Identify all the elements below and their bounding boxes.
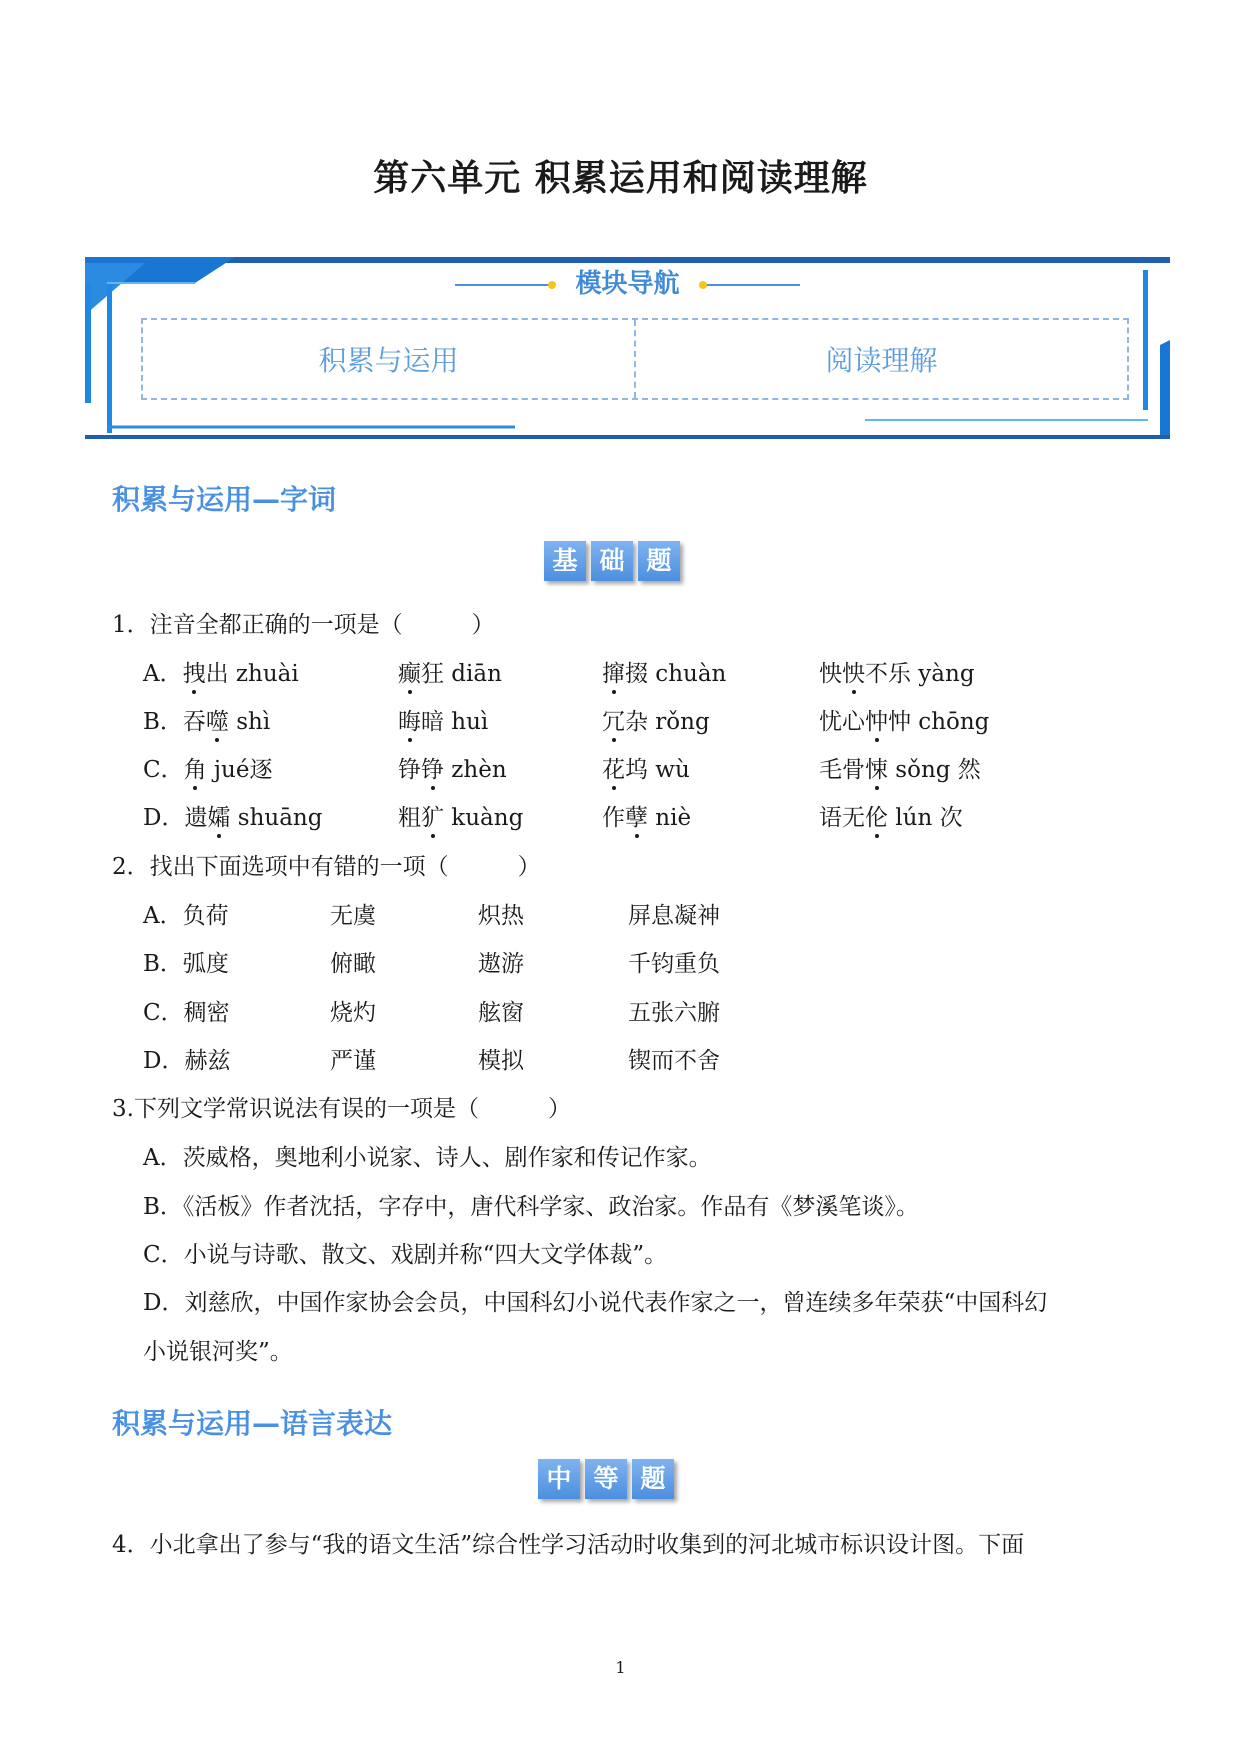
question-2-option: 五张六腑 [628, 1000, 720, 1026]
module-nav-heading: 模块导航 [575, 269, 680, 299]
page-number: 1 [615, 1658, 626, 1677]
question-2-option: A．负荷 [143, 903, 229, 929]
question-3-option-d-cont: 小说银河奖”。 [143, 1339, 293, 1365]
question-2-option: 遨游 [478, 951, 524, 977]
question-1-option: 忧心忡忡 chōng [819, 709, 990, 735]
question-2-option: 炽热 [478, 903, 524, 929]
page-title: 第六单元 积累运用和阅读理解 [373, 158, 868, 199]
question-2-option: C．稠密 [143, 1000, 230, 1026]
emphasis-char: 忡 [865, 709, 888, 735]
emphasis-char: 伦 [865, 805, 888, 831]
question-2-option: 锲而不舍 [628, 1048, 720, 1074]
emphasis-char: 怏 [842, 661, 865, 687]
question-4-stem: 4．小北拿出了参与“我的语文生活”综合性学习活动时收集到的河北城市标识设计图。下面 [112, 1532, 1025, 1558]
emphasis-char: 晦 [398, 709, 421, 735]
emphasis-char: 冗 [602, 709, 625, 735]
question-1-option: 怏怏不乐 yàng [819, 661, 975, 687]
emphasis-char: 癫 [398, 661, 421, 687]
level-char: 题 [632, 1459, 674, 1499]
question-2-option: B．弧度 [143, 951, 229, 977]
module-navigation [85, 255, 1170, 440]
question-1-option: B．吞噬 shì [143, 709, 271, 735]
question-1-option: 粗犷 kuàng [398, 805, 524, 831]
section-heading-expression: 积累与运用—语言表达 [112, 1407, 393, 1440]
question-2-option: D．赫兹 [143, 1048, 231, 1074]
question-1-option: 晦暗 huì [398, 709, 489, 735]
section-heading-words: 积累与运用—字词 [112, 483, 337, 516]
emphasis-char: 角 [183, 757, 207, 783]
question-1-option: 铮铮 zhèn [398, 757, 507, 783]
level-char: 础 [591, 541, 633, 581]
question-2-option: 模拟 [478, 1048, 524, 1074]
nav-item-accumulation[interactable]: 积累与运用 [318, 344, 459, 377]
level-char: 题 [638, 541, 680, 581]
question-3-option-b: B．《活板》作者沈括，字存中，唐代科学家、政治家。作品有《梦溪笔谈》。 [143, 1194, 919, 1220]
question-2-option: 舷窗 [478, 1000, 524, 1026]
emphasis-char: 铮 [421, 757, 444, 783]
question-1-option: 花坞 wù [602, 757, 690, 783]
question-3-option-a: A．茨威格，奥地利小说家、诗人、剧作家和传记作家。 [143, 1145, 712, 1171]
emphasis-char: 孽 [625, 805, 648, 831]
level-char: 等 [585, 1459, 627, 1499]
emphasis-char: 悚 [865, 757, 888, 783]
question-1-option: D．遗孀 shuāng [143, 805, 323, 831]
question-2-option: 俯瞰 [330, 951, 376, 977]
question-1-option: 作孽 niè [602, 805, 692, 831]
level-char: 基 [544, 541, 586, 581]
level-badge-basic [544, 541, 680, 581]
question-1-option: 癫狂 diān [398, 661, 502, 687]
nav-item-reading[interactable]: 阅读理解 [634, 320, 1127, 398]
emphasis-char: 噬 [205, 709, 229, 735]
question-1-option: A．拽出 zhuài [143, 661, 299, 687]
question-3-option-d: D．刘慈欣，中国作家协会会员，中国科幻小说代表作家之一，曾连续多年荣获“中国科幻 [143, 1290, 1048, 1316]
question-2-option: 严谨 [330, 1048, 376, 1074]
emphasis-char: 犷 [421, 805, 444, 831]
emphasis-char: 孀 [207, 805, 231, 831]
question-1-option: 冗杂 rǒng [602, 709, 710, 735]
level-badge-medium [538, 1459, 674, 1499]
emphasis-char: 花 [602, 757, 625, 783]
question-1-stem: 1．注音全都正确的一项是（ ） [112, 612, 495, 638]
question-2-option: 无虞 [330, 903, 376, 929]
question-1-option: C．角 jué逐 [143, 757, 273, 783]
question-3-option-c: C．小说与诗歌、散文、戏剧并称“四大文学体裁”。 [143, 1242, 668, 1268]
emphasis-char: 拽 [182, 661, 206, 687]
question-2-option: 烧灼 [330, 1000, 376, 1026]
emphasis-char: 撺 [602, 661, 625, 687]
question-2-option: 屏息凝神 [628, 903, 720, 929]
level-char: 中 [538, 1459, 580, 1499]
question-1-option: 毛骨悚 sǒng 然 [819, 757, 981, 783]
question-2-option: 千钧重负 [628, 951, 720, 977]
question-1-option: 语无伦 lún 次 [819, 805, 963, 831]
question-2-stem: 2．找出下面选项中有错的一项（ ） [112, 854, 541, 880]
module-nav-box [141, 318, 1129, 400]
question-3-stem: 3.下列文学常识说法有误的一项是（ ） [112, 1096, 571, 1122]
question-1-option: 撺掇 chuàn [602, 661, 727, 687]
